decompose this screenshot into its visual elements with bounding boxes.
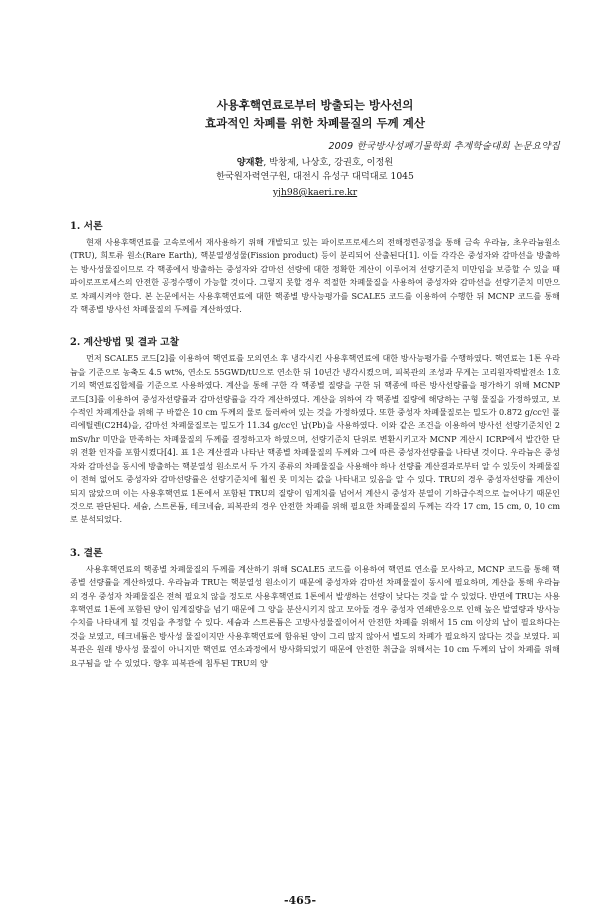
paper-title-line-1: 사용후핵연료로부터 방출되는 방사선의 [216, 98, 414, 112]
page-number: -465- [283, 894, 317, 907]
author-list [70, 156, 560, 170]
conference-header: 2009 한국방사성폐기물학회 추계학술대회 논문요약집 [328, 141, 560, 152]
section-body: 사용후핵연료의 핵종별 차폐물질의 두께를 계산하기 위해 SCALE5 코드를 이용하여 핵연료 연소를 모사하고, MCNP 코드를 통해 핵종별 선량률을 계산하였다. 우라늄과 TRU는 핵분열성 원소이기 때문에 중성자와 감마선 차폐물질이 동시에 필요하며, 계산을 통해 우라늄의 경우 중성자 차폐물질은 전혀 필요치 않을 정도로 사용후핵연료 1톤에서 발생하는 선량이 낮다는 것을 알 수 있었다. 반면에 TRU는 사용후핵연료 1톤에 포함된 양이 임계질량을 넘기 때문에 그 양을 분산시키지 않고 모아둘 경우 중성자 연쇄반응으로 인해 높은 발열량과 방사능 수치를 나타내게 될 것임을 추정할 수 있다. 세슘과 스트론튬은 고방사성물질이어서 안전한 차폐를 위해서 15 cm 이상의 납이 필요하다는 것을 보였고, 테크네튬은 방사성 물질이지만 사용후핵연료에 함유된 양이 그리 많지 않아서 별도의 차폐가 필요하지 않다는 것을 보였다. 피복관은 원래 방사성 물질이 아니지만 핵연료 연소과정에서 방사화되었기 때문에 안전한 취급을 위해서는 10 cm 두께의 납이 차폐를 위해 요구됨을 알 수 있었다. 향후 피복관에 침투된 TRU의 양 [70, 563, 560, 668]
section-heading: 3. 결론 [70, 547, 103, 559]
paper-title-line-2: 효과적인 차폐를 위한 차폐물질의 두께 계산 [205, 116, 425, 130]
section-body: 현재 사용후핵연료를 고속로에서 재사용하기 위해 개발되고 있는 파이로프로세스의 전해정련공정을 통해 금속 우라늄, 초우라늄원소(TRU), 희토류 원소(Rare Earth), 핵분열생성물(Fission product) 등이 분리되어 산출된다[1]. 이들 각각은 중성자와 감마선을 방출하는 방사성물질이므로 각 핵종에서 방출하는 중성자와 감마선 선량에 대한 정확한 계산이 이루어져 선량기준치 미만임을 보증할 수 있을 때 파이로프로세스의 안전한 공정수행이 가능할 것이다. 그렇지 못할 경우 적절한 차폐물질을 사용하여 중성자와 감마선을 선량기준치 미만으로 차폐시켜야 한다. 본 논문에서는 사용후핵연료에 대한 핵종별 방사능평가를 SCALE5 코드를 이용하여 수행한 뒤 MCNP 코드를 통해 각 핵종별 방사선 차폐물질의 두께를 계산하였다. [70, 237, 560, 315]
co-authors: , 박창제, 나상호, 강권호, 이정원 [263, 157, 394, 168]
section-conclusion [70, 547, 560, 670]
affiliation: 한국원자력연구원, 대전시 유성구 대덕대로 1045 [216, 171, 414, 182]
section-body: 먼저 SCALE5 코드[2]를 이용하여 핵연료를 모의연소 후 냉각시킨 사용후핵연료에 대한 방사능평가를 수행하였다. 핵연료는 1톤 우라늄을 기준으로 농축도 4.5 wt%, 연소도 55GWD/tU으로 연소한 뒤 10년간 냉각시켰으며, 피복관의 조성과 무게는 고리원자력발전소 1호기의 핵연료집합체를 기준으로 사용하였다. 계산을 통해 구한 각 핵종별 질량을 구한 뒤 핵종에 따른 방사선량률을 평가하기 위해 MCNP 코드[3]를 이용하여 중성자선량률과 감마선량률을 각각 계산하였다. 계산을 위하여 각 핵종별 질량에 해당하는 구형 물질을 가정하였고, 보수적인 차폐계산을 위해 구 바깥은 10 cm 두께의 물로 둘러싸여 있는 것을 가정하였다. 또한 중성자 차폐물질로는 밀도가 0.872 g/cc인 폴리에틸렌(C2H4)을, 감마선 차폐물질로는 밀도가 11.34 g/cc인 납(Pb)을 사용하였다. 이와 같은 조건을 이용하여 방사선 선량기준치인 2 mSv/hr 미만을 만족하는 차폐물질의 두께를 결정하고자 하였으며, 선량기준치 단위로 변환시키고자 MCNP 계산시 ICRP에서 발간한 단위 전환 인자를 포함시켰다[4]. 표 1은 계산결과 나타난 핵종별 차폐물질의 두께와 그에 따른 중성자선량률을 나타낸 것이다. 우라늄은 중성자와 감마선을 동시에 방출하는 핵분열성 원소로서 두 가지 종류의 차폐물질을 사용해야 하나 선량률 계산결과로부터 알 수 있듯이 차폐물질이 전혀 없어도 중성자와 감마선량률은 선량기준치에 훨씬 못 미치는 값을 나타내고 있음을 알 수 있다. TRU의 경우 중성자선량률 계산이 되지 않았으며 이는 사용후핵연료 1톤에서 포함된 TRU의 질량이 임계치를 넘어서 계산시 중성자 분열이 기하급수적으로 늘어나기 때문인 것으로 판단된다. 세슘, 스트론튬, 테크네슘, 피복관의 경우 안전한 차폐를 위해 필요한 차폐물질의 두께는 각각 17 cm, 15 cm, 0, 10 cm로 분석되었다. [70, 353, 560, 525]
lead-author: 양재환 [236, 157, 264, 168]
section-methods-results [70, 336, 560, 526]
paper-page [0, 96, 600, 921]
section-introduction [70, 220, 560, 316]
section-heading: 1. 서론 [70, 221, 103, 232]
contact-email[interactable]: yjh98@kaeri.re.kr [272, 187, 358, 198]
section-heading: 2. 계산방법 및 결과 고찰 [70, 337, 180, 349]
